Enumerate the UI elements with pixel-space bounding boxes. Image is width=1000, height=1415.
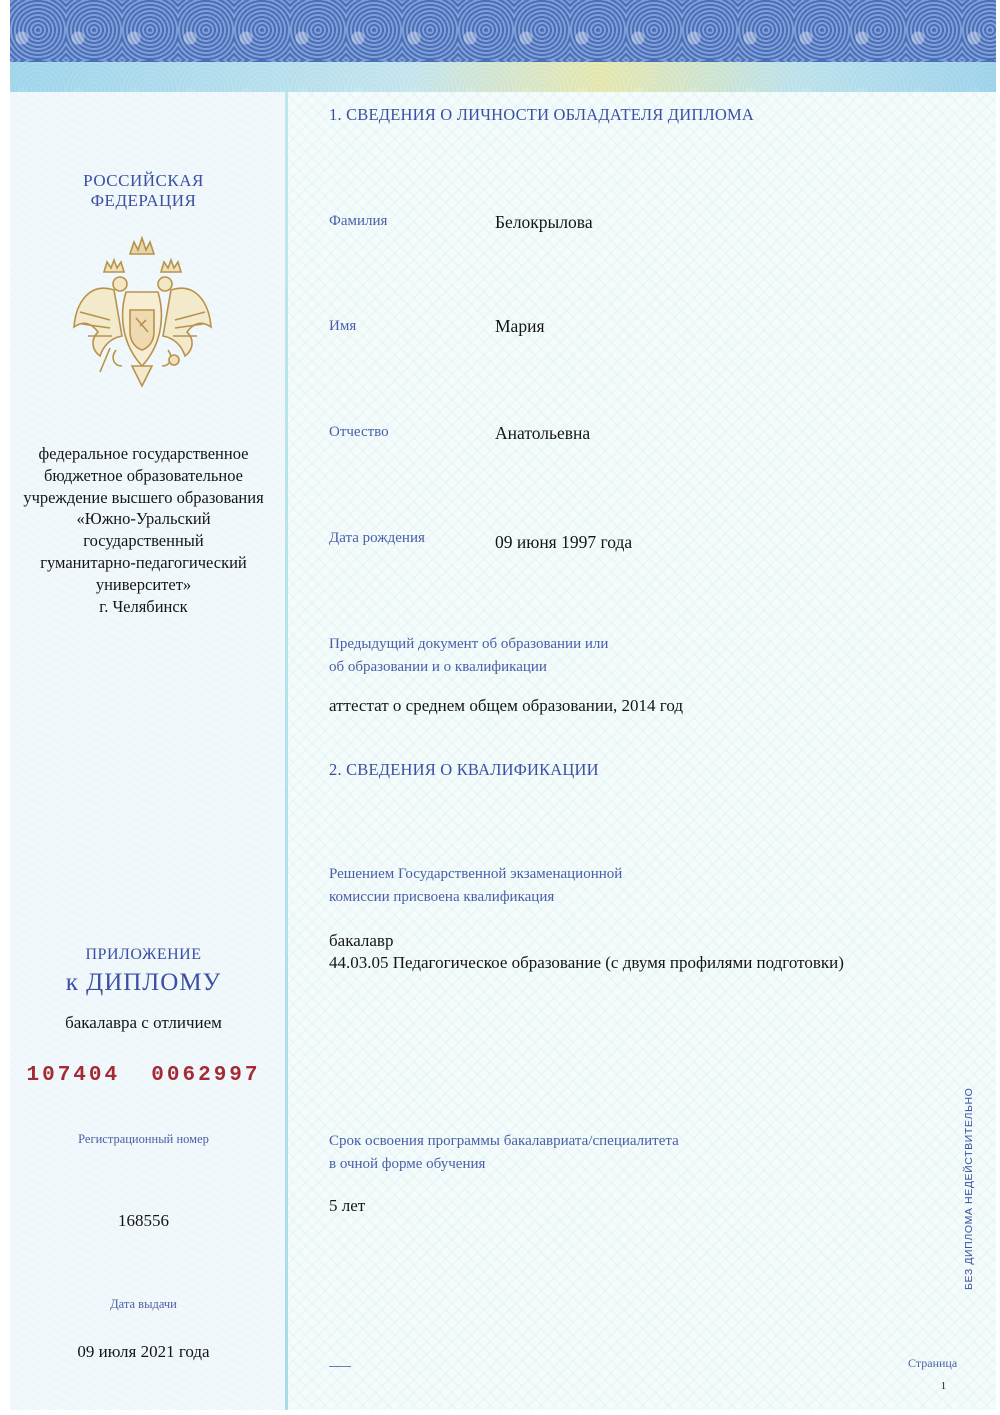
institution-line: г. Челябинск: [99, 596, 188, 616]
program-name: 44.03.05 Педагогическое образование (с двумя профилями подготовки): [329, 953, 844, 972]
institution-line: университет»: [95, 574, 192, 594]
registration-number: 168556: [118, 1211, 169, 1230]
surname-value: Белокрылова: [495, 212, 593, 232]
section-1-title: 1. СВЕДЕНИЯ О ЛИЧНОСТИ ОБЛАДАТЕЛЯ ДИПЛОМА: [329, 105, 754, 124]
study-duration-label: [329, 1130, 679, 1175]
page-label: Страница: [908, 1356, 958, 1370]
footer-dash: [329, 1366, 351, 1367]
previous-document-label-line-2: об образовании и о квалификации: [329, 658, 547, 675]
issue-date-label: Дата выдачи: [110, 1297, 177, 1311]
section-2-title: 2. СВЕДЕНИЯ О КВАЛИФИКАЦИИ: [329, 760, 599, 779]
banner-color-band: [10, 62, 996, 92]
degree-type: бакалавра с отличием: [65, 1013, 222, 1032]
institution-line: учреждение высшего образования: [23, 487, 264, 507]
qualification-decision-label: [329, 863, 622, 908]
issue-date: 09 июля 2021 года: [77, 1342, 210, 1361]
birth-date-value: 09 июня 1997 года: [495, 532, 633, 552]
surname-label: Фамилия: [329, 213, 388, 229]
institution-line: федеральное государственное: [38, 444, 249, 463]
institution-line: бюджетное образовательное: [44, 465, 243, 485]
institution-line: государственный: [83, 531, 204, 551]
country-name: [0, 171, 287, 211]
study-duration-value: 5 лет: [329, 1196, 366, 1215]
study-duration-label-line-1: Срок освоения программы бакалавриата/специалитета: [329, 1133, 679, 1149]
study-duration-label-line-2: в очной форме обучения: [329, 1155, 486, 1172]
previous-document-label: [329, 633, 608, 678]
institution-name: [0, 443, 287, 617]
institution-line: «Южно-Уральский: [76, 509, 211, 529]
patronymic-label: Отчество: [329, 424, 389, 440]
qualification-decision-label-line-2: комиссии присвоена квалификация: [329, 888, 555, 905]
qualification-name: бакалавр: [329, 931, 394, 950]
appendix-label: ПРИЛОЖЕНИЕ: [85, 946, 202, 963]
invalid-without-diploma-note: БЕЗ ДИПЛОМА НЕДЕЙСТВИТЕЛЬНО: [963, 1087, 975, 1290]
qualification-decision-label-line-1: Решением Государственной экзаменационной: [329, 866, 623, 882]
previous-document-label-line-1: Предыдущий документ об образовании или: [329, 636, 609, 652]
name-value: Мария: [495, 316, 545, 336]
serial-number: 107404 0062997: [26, 1064, 261, 1087]
birth-date-label: Дата рождения: [329, 530, 425, 546]
name-label: Имя: [329, 318, 357, 334]
country-line-2: ФЕДЕРАЦИЯ: [90, 191, 197, 210]
appendix-title: к ДИПЛОМУ: [65, 969, 222, 996]
institution-line: гуманитарно-педагогический: [40, 552, 247, 572]
country-line-1: РОССИЙСКАЯ: [83, 171, 204, 190]
qualification-value: [329, 930, 844, 974]
coat-of-arms-icon: [70, 232, 215, 392]
page-number: 1: [941, 1381, 946, 1392]
previous-document-value: аттестат о среднем общем образовании, 2014 год: [329, 696, 684, 715]
registration-label: Регистрационный номер: [78, 1132, 209, 1146]
patronymic-value: Анатольевна: [495, 423, 591, 443]
